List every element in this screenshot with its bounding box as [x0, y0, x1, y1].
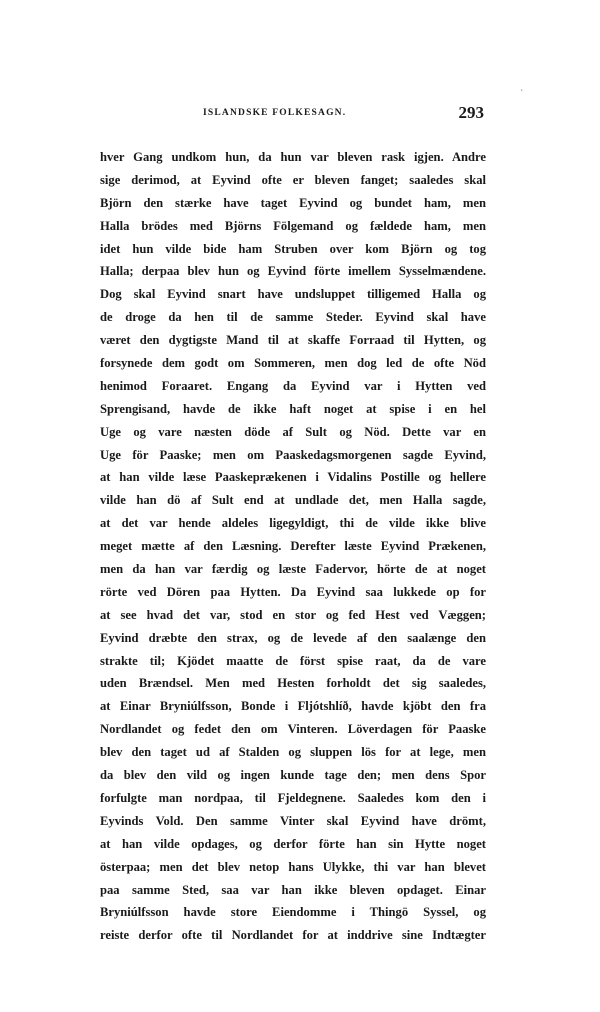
text-line: forsynede dem godt om Sommeren, men dog led de ofte Nöd — [100, 356, 486, 371]
text-line: Eyvind dræbte den strax, og de levede af den saalænge den — [100, 630, 486, 645]
text-line: Björn den stærke have taget Eyvind og bundet ham, men — [100, 195, 486, 210]
text-line: Sprengisand, havde de ikke haft noget at spise i en hel — [100, 401, 486, 416]
text-line: hver Gang undkom hun, da hun var bleven rask igjen. Andre — [100, 150, 486, 164]
text-line: men da han var færdig og læste Fadervor, hörte de at noget — [100, 562, 486, 577]
text-line: Uge og vare næsten döde af Sult og Nöd. Dette var en — [100, 424, 486, 439]
text-line: meget mætte af den Læsning. Derefter læste Eyvind Prækenen, — [100, 539, 486, 554]
text-line: at det var hende aldeles ligegyldigt, thi de vilde ikke blive — [100, 516, 486, 531]
text-line: været den dygtigste Mand til at skaffe Forraad til Hytten, og — [100, 333, 486, 348]
text-line: vilde han dö af Sult end at undlade det, men Halla sagde, — [100, 493, 486, 508]
running-title: ISLANDSKE FOLKESAGN. — [203, 108, 347, 118]
text-line: Halla brödes med Björns Fölgemand og fældede ham, men — [100, 218, 486, 233]
page-header — [100, 103, 486, 127]
text-line: paa samme Sted, saa var han ikke bleven opdaget. Einar — [100, 882, 486, 897]
text-line: strakte til; Kjödet maatte de först spise raat, da de vare — [100, 653, 486, 668]
text-line: österpaa; men det blev netop hans Ulykke, thi var han blevet — [100, 859, 486, 874]
text-line: Halla; derpaa blev hun og Eyvind förte imellem Sysselmændene. — [100, 264, 486, 279]
text-line: de droge da hen til de samme Steder. Eyvind skal have — [100, 310, 486, 325]
text-line: at see hvad det var, stod en stor og fed Hest ved Væggen; — [100, 607, 486, 622]
text-line: Nordlandet og fedet den om Vinteren. Löverdagen för Paaske — [100, 722, 486, 737]
text-line: Bryniúlfsson havde store Eiendomme i Thingö Syssel, og — [100, 905, 486, 920]
text-line: at han vilde læse Paaskeprækenen i Vidalins Postille og hellere — [100, 470, 486, 485]
body-text — [100, 146, 486, 947]
text-line: at Einar Bryniúlfsson, Bonde i Fljótshlíð, havde kjöbt den fra — [100, 699, 486, 714]
text-line: da blev den vild og ingen kunde tage den; men dens Spor — [100, 768, 486, 783]
page-number: 293 — [458, 103, 484, 122]
text-line: blev den taget ud af Stalden og sluppen lös for at lege, men — [100, 745, 486, 760]
text-line: uden Brændsel. Men med Hesten forholdt det sig saaledes, — [100, 676, 486, 691]
text-line: reiste derfor ofte til Nordlandet for at inddrive sine Indtægter — [100, 928, 486, 943]
text-line: forfulgte man nordpaa, til Fjeldegnene. Saaledes kom den i — [100, 790, 486, 805]
text-line: sige derimod, at Eyvind ofte er bleven fanget; saaledes skal — [100, 172, 486, 187]
text-line: at han vilde opdages, og derfor förte han sin Hytte noget — [100, 836, 486, 851]
corner-mark: ` — [520, 89, 524, 98]
text-line: rörte ved Dören paa Hytten. Da Eyvind saa lukkede op for — [100, 584, 486, 599]
text-line: Uge för Paaske; men om Paaskedagsmorgenen sagde Eyvind, — [100, 447, 486, 462]
text-line: idet hun vilde bide ham Struben over kom Björn og tog — [100, 241, 486, 256]
text-line: Eyvinds Vold. Den samme Vinter skal Eyvind have drömt, — [100, 813, 486, 828]
text-line: henimod Foraaret. Engang da Eyvind var i Hytten ved — [100, 378, 486, 393]
text-line: Dog skal Eyvind snart have undsluppet tilligemed Halla og — [100, 287, 486, 302]
